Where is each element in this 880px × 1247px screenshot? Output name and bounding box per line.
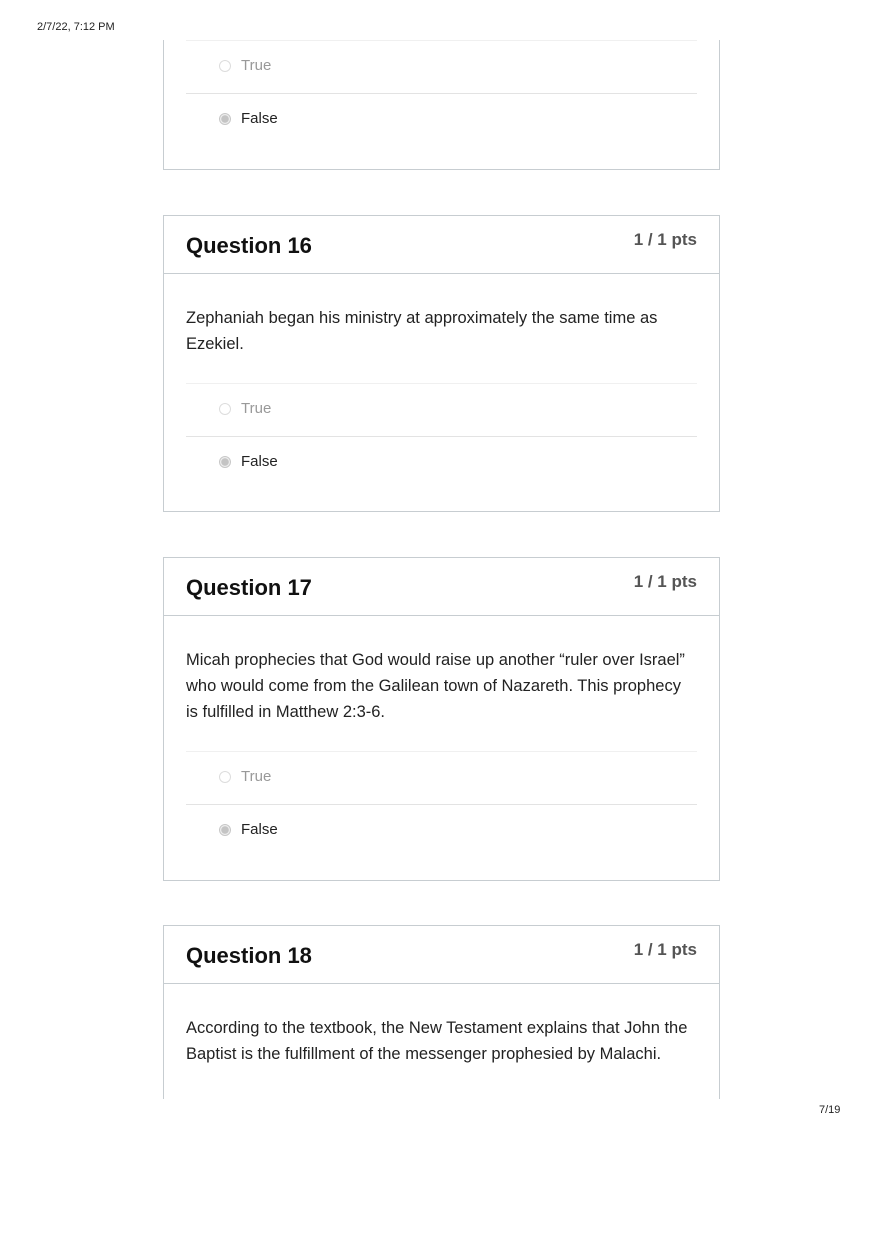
answer-label: False — [241, 453, 278, 470]
question-title: Question 18 — [186, 943, 312, 968]
question-points: 1 / 1 pts — [633, 940, 697, 959]
answer-label: True — [241, 57, 272, 74]
answer-true[interactable] — [186, 752, 697, 805]
page-number: 7/19 — [819, 1104, 841, 1116]
radio-icon[interactable] — [219, 771, 231, 783]
radio-selected-icon[interactable] — [219, 113, 231, 125]
answer-label: True — [241, 768, 272, 785]
answer-true[interactable] — [186, 41, 697, 94]
question-card-previous — [163, 40, 720, 170]
question-points: 1 / 1 pts — [633, 230, 697, 249]
question-points: 1 / 1 pts — [633, 572, 697, 591]
answer-true[interactable] — [186, 384, 697, 437]
question-card-18 — [163, 925, 720, 1099]
answer-label: True — [241, 400, 272, 417]
answer-label: False — [241, 110, 278, 127]
answer-label: False — [241, 821, 278, 838]
print-timestamp: 2/7/22, 7:12 PM — [37, 21, 115, 33]
answer-false[interactable] — [186, 805, 697, 857]
question-text: Zephaniah began his ministry at approximately the same time as Ezekiel. — [186, 309, 658, 353]
question-text: Micah prophecies that God would raise up another “ruler over Israel” who would come from the Galilean town of Nazareth. This prophecy is fulfilled in Matthew 2:3-6. — [186, 651, 685, 721]
question-card-17 — [163, 557, 720, 881]
radio-icon[interactable] — [219, 403, 231, 415]
answer-false[interactable] — [186, 437, 697, 489]
answer-false[interactable] — [186, 94, 697, 146]
question-title: Question 17 — [186, 575, 312, 600]
radio-selected-icon[interactable] — [219, 824, 231, 836]
radio-selected-icon[interactable] — [219, 456, 231, 468]
question-title: Question 16 — [186, 233, 312, 258]
question-text: According to the textbook, the New Testament explains that John the Baptist is the fulfillment of the messenger prophesied by Malachi. — [186, 1019, 688, 1063]
question-card-16 — [163, 215, 720, 512]
radio-icon[interactable] — [219, 60, 231, 72]
